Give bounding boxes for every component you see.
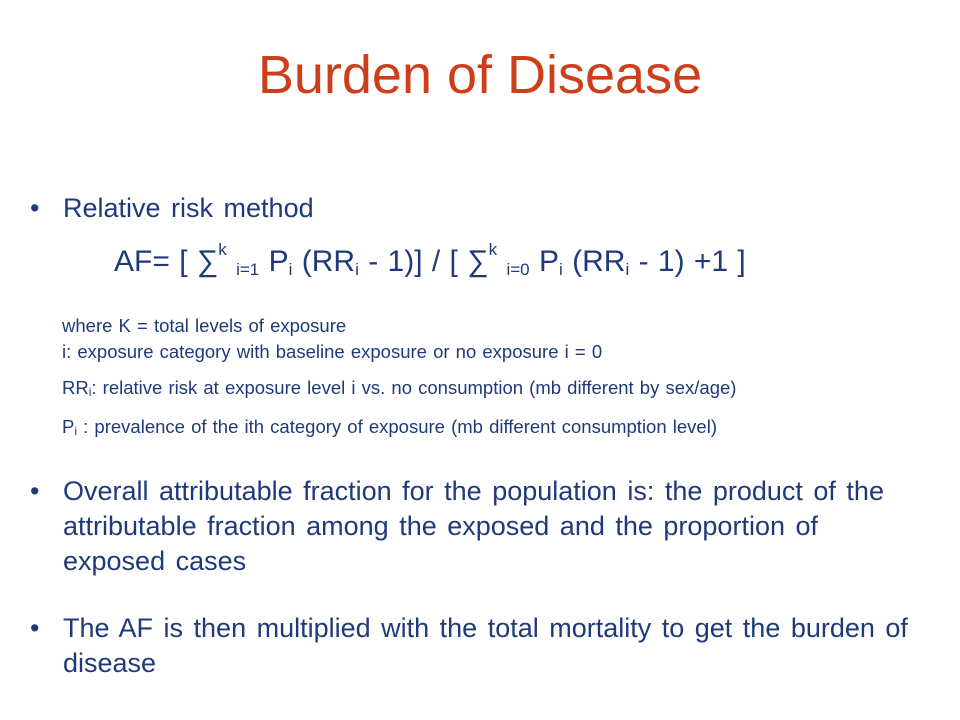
formula-note-k: where K = total levels of exposure bbox=[62, 315, 347, 336]
bullet-marker: • bbox=[30, 476, 40, 506]
bullet-marker: • bbox=[30, 193, 40, 223]
bullet-marker: • bbox=[30, 613, 40, 643]
formula-note-p: $P_i$ : prevalence of the ith category of exposure (mb different consumption level) bbox=[62, 416, 717, 438]
bullet-text: Overall attributable fraction for the population is: the product of the attributable fraction among the exposed and the proportion of exposed cases bbox=[63, 476, 884, 576]
formula-note-i: i: exposure category with baseline exposure or no exposure i = 0 bbox=[62, 341, 603, 362]
bullet-item-relative-risk bbox=[30, 191, 910, 226]
bullet-text: The AF is then multiplied with the total mortality to get the burden of disease bbox=[63, 613, 908, 678]
slide-title: Burden of Disease bbox=[257, 45, 703, 105]
bullet-item-overall-af bbox=[30, 474, 920, 579]
bullet-item-af-multiplied bbox=[30, 611, 910, 681]
bullet-text: Relative risk method bbox=[63, 193, 314, 223]
formula-note-rr: $RR_i$: relative risk at exposure level i vs. no consumption (mb different by sex/age) bbox=[62, 377, 737, 399]
af-formula: AF= [ ∑$^k$ $_{i=1}$ $P_i$ $(RR_i - 1)$] / [ ∑$^k$ $_{i=0}$ $P_i$ $(RR_i - 1) +1$ ] bbox=[114, 240, 746, 279]
